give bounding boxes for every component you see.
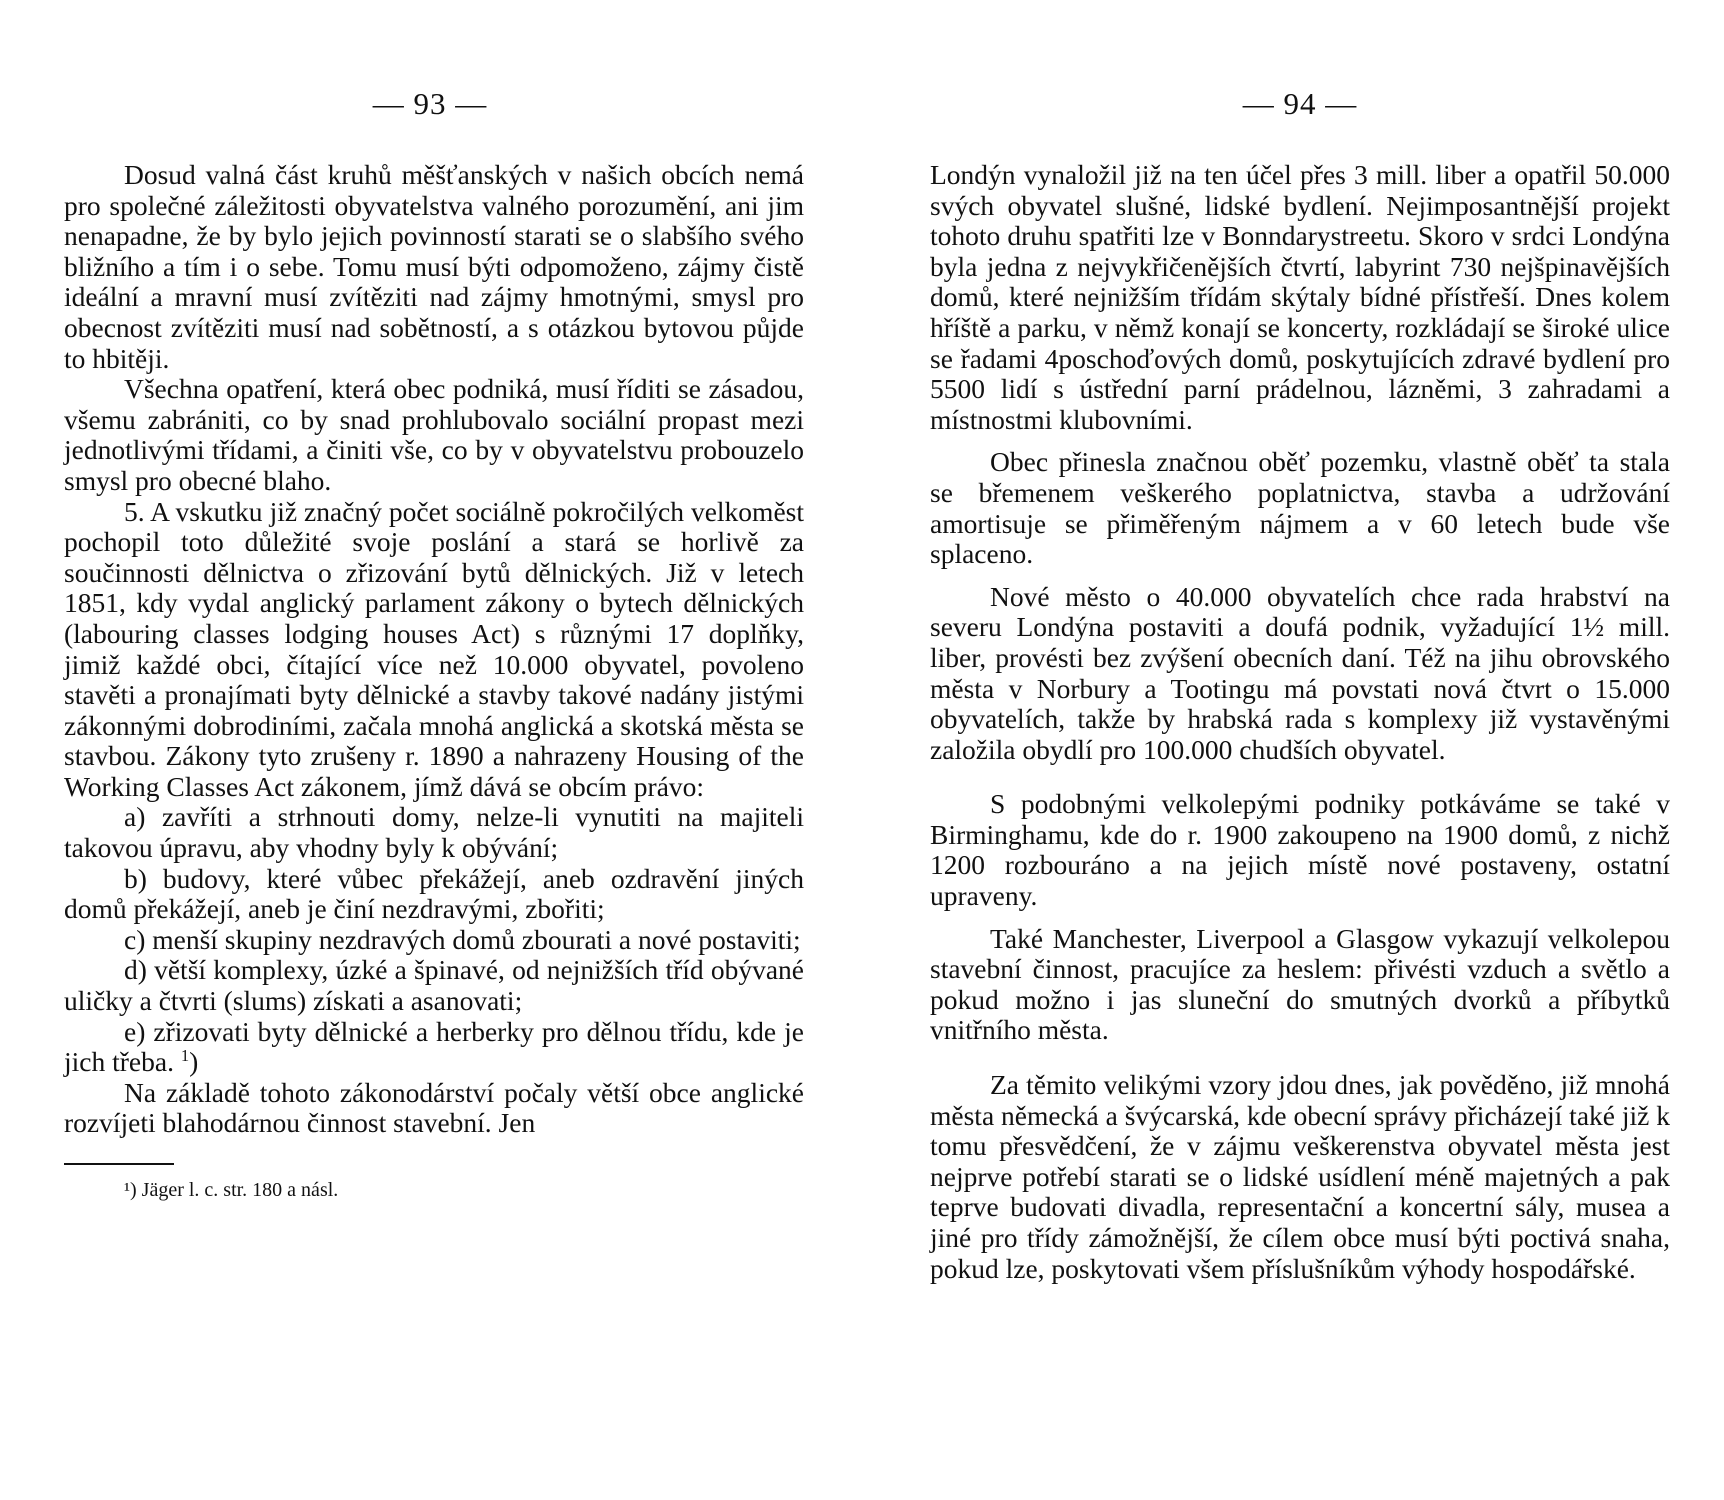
right-page <box>930 0 1670 1500</box>
footnote-divider <box>64 1163 174 1165</box>
list-item-e-text: e) zřizovati byty dělnické a herberky pro dělnou třídu, kde je jich třeba. <box>64 1015 804 1078</box>
left-page <box>64 0 804 1500</box>
list-item-d: d) větší komplexy, úzké a špinavé, od nejnižších tříd obývané uličky a čtvrti (slums) získati a asanovati; <box>64 954 804 1017</box>
footnote: ¹) Jäger l. c. str. 180 a násl. <box>124 1179 339 1201</box>
paragraph: S podobnými velkolepými podniky potkáváme se také v Birminghamu, kde do r. 1900 zakoupeno na 1900 domů, z nichž 1200 rozbouráno a na jejich místě nové postaveny, ostatní upraveny. <box>930 788 1670 912</box>
paragraph: Dosud valná část kruhů měšťanských v našich obcích nemá pro společné záležitosti obyvatelstva valného porozumění, ani jim nenapadne, že by bylo jejich povinností starati se o slabšího svého bližního a tím i o sebe. Tomu musí býti odpomoženo, zájmy čistě ideální a mravní musí zvítěziti nad zájmy hmotnými, smysl pro obecnost zvítěziti musí nad sobětností, a s otázkou bytovou půjde to hbitěji. <box>64 159 804 374</box>
list-item-e: e) zřizovati byty dělnické a herberky pro dělnou třídu, kde je jich třeba. $^1$) <box>64 1015 804 1078</box>
paragraph: Na základě tohoto zákonodárství počaly větší obce anglické rozvíjeti blahodárnou činnost stavební. Jen <box>64 1076 804 1139</box>
list-item-c: c) menší skupiny nezdravých domů zbourati a nové postaviti; <box>124 923 801 955</box>
paragraph: Londýn vynaložil již na ten účel přes 3 mill. liber a opatřil 50.000 svých obyvatel slušné, lidské bydlení. Nejimposantnější projekt tohoto druhu spatřiti lze v Bonndarystreetu. Skoro v srdci Londýna byla jedna z nejvykřičenějších čtvrtí, labyrint 730 nejšpinavějších domů, které nejnižším třídám skýtaly bídné přístřeší. Dnes kolem hříště a parku, v němž konají se koncerty, rozkládají se široké ulice se řadami 4poschoďových domů, poskytujících zdravé bydlení pro 5500 lidí s ústřední parní prádelnou, lázněmi, 3 zahradami a místnostmi klubovními. <box>930 159 1670 435</box>
right-page-text <box>930 160 1670 1284</box>
list-item-a: a) zavříti a strhnouti domy, nelze-li vynutiti na majiteli takovou úpravu, aby vhodny byly k obývání; <box>64 801 804 864</box>
paragraph: Obec přinesla značnou oběť pozemku, vlastně oběť ta stala se břemenem veškerého poplatnictva, stavba a udržování amortisuje se přiměřeným nájmem a v 60 letech bude vše splaceno. <box>930 446 1670 570</box>
page-number-left: — 93 — <box>372 86 488 121</box>
list-item-b: b) budovy, které vůbec překážejí, aneb ozdravění jiných domů překážejí, aneb je činí nezdravými, zbořiti; <box>64 862 804 925</box>
paragraph: Za těmito velikými vzory jdou dnes, jak pověděno, již mnohá města německá a švýcarská, kde obecní správy přicházejí také již k tomu přesvědčení, že v zájmu veškerenstva obyvatel města jest nejprve potřebí starati se o lidské usídlení méně majetných a pak teprve budovati divadla, representační a koncertní sály, musea a jiné pro třídy zámožnější, že cílem obce musí býti poctivá snaha, pokud lze, poskytovati všem příslušníkům výhody hospodářské. <box>930 1069 1670 1284</box>
paragraph: Všechna opatření, která obec podniká, musí říditi se zásadou, všemu zabrániti, co by snad prohlubovalo sociální propast mezi jednotlivými třídami, a činiti vše, co by v obyvatelstvu probouzelo smysl pro obecné blaho. <box>64 373 804 496</box>
page-number-right: — 94 — <box>1242 86 1358 121</box>
paragraph: Také Manchester, Liverpool a Glasgow vykazují velkolepou stavební činnost, pracujíce za heslem: přivésti vzduch a světlo a pokud možno i jas sluneční do smutných dvorků a příbytků vnitřního města. <box>930 922 1670 1046</box>
paragraph: Nové město o 40.000 obyvatelích chce rada hrabství na severu Londýna postaviti a doufá podnik, vyžadující 1½ mill. liber, provésti bez zvýšení obecních daní. Též na jihu obrovského města v Norbury a Tootingu má povstati nová čtvrt o 15.000 obyvatelích, takže by hrabská rada s komplexy již vystavěnými založila obydlí pro 100.000 chudších obyvatel. <box>930 580 1670 765</box>
left-page-text <box>64 160 804 1139</box>
paragraph: 5. A vskutku již značný počet sociálně pokročilých velkoměst pochopil toto důležité svoje poslání a stará se horlivě za součinnosti dělnictva o zřizování bytů dělnických. Již v letech 1851, kdy vydal anglický parlament zákony o bytech dělnických (labouring classes lodging houses Act) s různými 17 doplňky, jimiž každé obci, čítající více než 10.000 obyvatel, povoleno stavěti a pronajímati byty dělnické a stavby takové nadány jistými zákonnými dobrodiními, začala mnohá anglická a skotská města se stavbou. Zákony tyto zrušeny r. 1890 a nahrazeny Housing of the Working Classes Act zákonem, jímž dává se obcím právo: <box>64 495 804 802</box>
footnote-marker: 1 <box>180 1046 190 1066</box>
